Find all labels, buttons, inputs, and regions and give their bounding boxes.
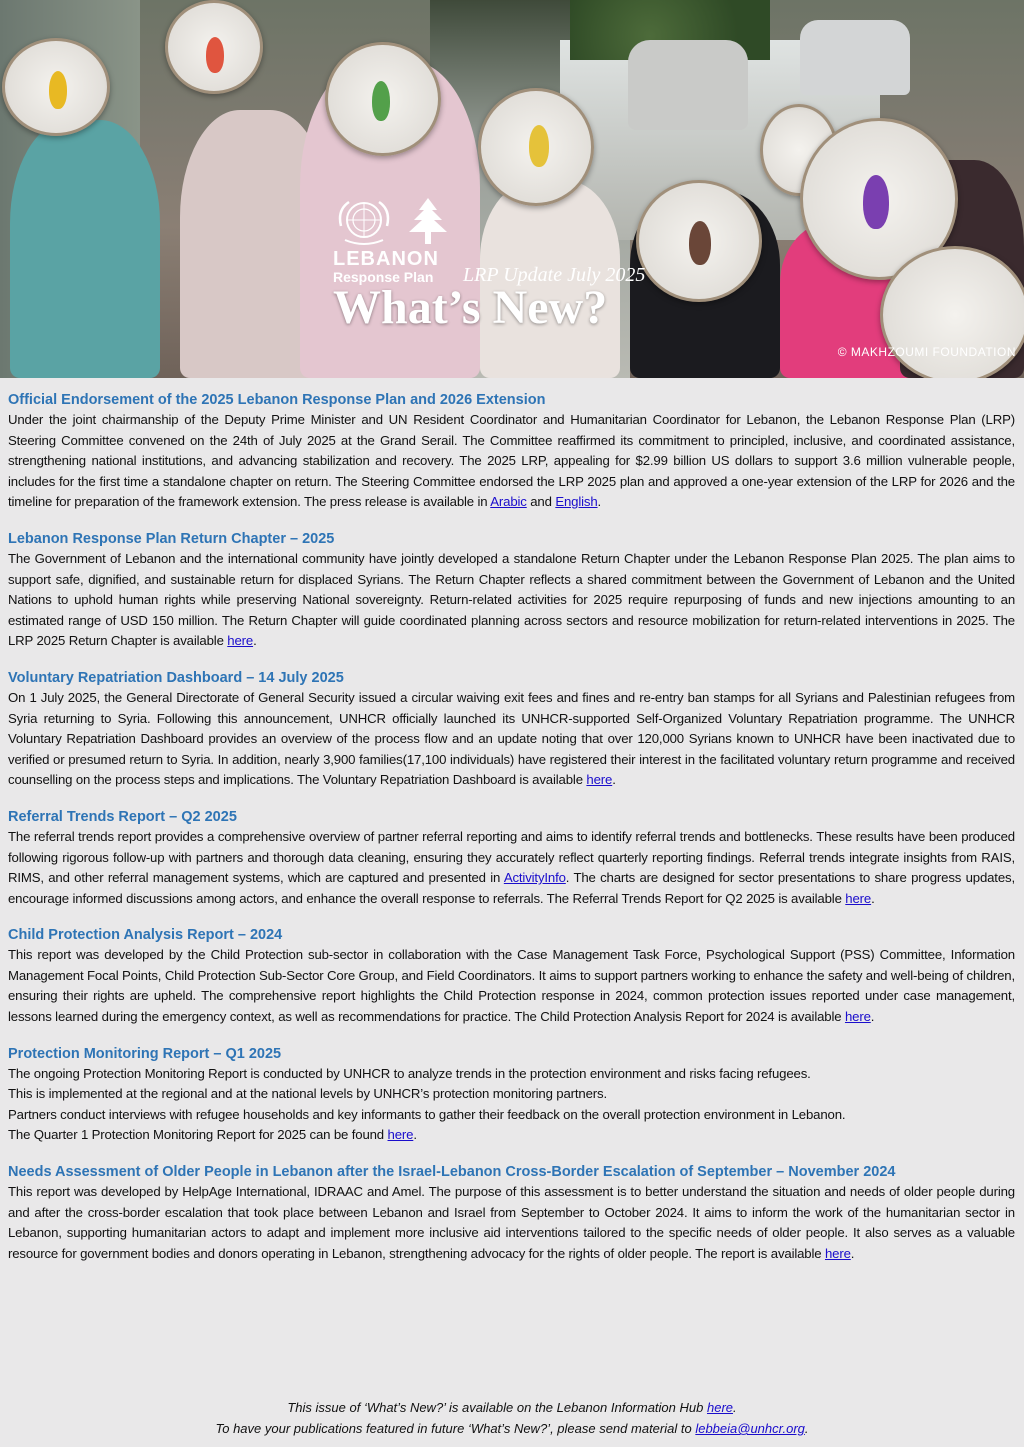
section-title: Needs Assessment of Older People in Lebanon after the Israel-Lebanon Cross-Border Escalation of September – November 2024 [8,1164,896,1181]
un-emblem-icon [333,196,395,248]
section-text: This is implemented at the regional and at the national levels by UNHCR’s protection monitoring partners. [8,1086,608,1102]
here-link[interactable]: here [227,633,254,649]
photo-car [628,40,748,130]
photo-craft-disc [478,88,594,206]
footer-line [0,1397,1024,1418]
section-text-line [8,1125,1015,1146]
section-body [8,945,1015,1027]
section-text: and [530,494,552,510]
section-body [8,688,1015,791]
section-protection-monitoring [8,1044,1015,1146]
photo-child [10,120,160,378]
bird-icon [49,71,67,109]
section-text: The Government of Lebanon and the international community have jointly developed a standalone Return Chapter under the Lebanon Response Plan 2025. The plan aims to support safe, dignified, and sustainable return for displaced Syrians. The Return Chapter reflects a shared commitment between the Government of Lebanon and the United Nations to uphold human rights while preserving National sovereignty. Return-related activities for 2025 require repurposing of funds and new injections amounting to an estimated range of USD 150 million. The Return Chapter will guide coordinated planning across sectors and resource mobilization for return-related interventions in 2025. The LRP 2025 Return Chapter is available [8,550,1015,649]
photo-craft-disc [165,0,263,94]
here-link[interactable]: here [844,1009,871,1025]
section-text: Partners conduct interviews with refugee households and key informants to gather their feedback on the overall protection environment in Lebanon. [8,1106,846,1122]
section-text: The Quarter 1 Protection Monitoring Report for 2025 can be found [8,1127,384,1143]
section-title: Lebanon Response Plan Return Chapter – 2025 [8,530,335,547]
section-body [8,1182,1015,1264]
bird-icon [372,81,390,121]
here-link[interactable]: here [387,1127,414,1143]
section-title: Child Protection Analysis Report – 2024 [8,927,283,944]
section-text: . [871,890,875,906]
section-endorsement [8,390,1015,513]
section-text: The referral trends report provides a comprehensive overview of partner referral reporting and aims to identify referral trends and bottlenecks. These results have been produced following rigorous follow-up with partners and thorough data cleaning, ensuring they accurately reflect quarterly reporting findings. Referral trends integrate insights from RAIS, RIMS, and other referral management systems, which are captured and presented in [8,828,1015,886]
section-child-protection [8,925,1015,1027]
section-text: . [253,633,257,649]
section-title: Referral Trends Report – Q2 2025 [8,808,237,825]
photo-craft-disc [325,42,441,156]
section-body [8,1064,1015,1146]
hero-photo [0,0,1024,378]
footer [0,1397,1024,1439]
org-subname: Response Plan [333,269,434,285]
section-referral-trends [8,807,1015,909]
org-name: LEBANON [333,248,439,270]
footer-text: . [733,1400,737,1415]
section-text: . [612,772,616,788]
section-older-people-assessment [8,1162,1015,1264]
email-link[interactable]: lebbeia@unhcr.org [695,1421,805,1436]
section-body [8,827,1015,909]
bird-icon [689,221,711,265]
activityinfo-link[interactable]: ActivityInfo [503,870,566,886]
section-repatriation-dashboard [8,668,1015,791]
here-link[interactable]: here [845,890,872,906]
section-text: This report was developed by HelpAge International, IDRAAC and Amel. The purpose of this assessment is to better understand the situation and needs of older people during and after the cross-border escalation that took place between Lebanon and Israel from September to October 2024. It aims to inform the work of the humanitarian sector in Lebanon, supporting humanitarian actors to adapt and implement more inclusive aid interventions tailored to the specific needs of older people. It also serves as a valuable resource for government bodies and donors operating in Lebanon, strengthening advocacy for the rights of older people. The report is available [8,1184,1015,1261]
section-body [8,410,1015,513]
section-body [8,549,1015,652]
footer-line [0,1418,1024,1439]
section-text: This report was developed by the Child Protection sub-sector in collaboration with the Case Management Task Force, Psychological Support (PSS) Committee, Information Management Focal Points, Child Protection Sub-Sector Core Group, and Field Coordinators. It aims to support partners working to enhance the safety and well-being of children, ensuring their rights are upheld. The comprehensive report highlights the Child Protection response in 2024, common protection issues reported under case management, lessons learned during the emergency context, as well as recommendations for practice. The Child Protection Analysis Report for 2024 is available [8,947,1015,1025]
arabic-link[interactable]: Arabic [490,494,527,510]
here-link[interactable]: here [586,772,613,788]
photo-car [800,20,910,95]
here-link[interactable]: here [824,1245,851,1261]
bird-icon [529,125,549,167]
section-text: The ongoing Protection Monitoring Report is conducted by UNHCR to analyze trends in the protection environment and risks facing refugees. [8,1065,811,1081]
lrp-logo [333,196,673,346]
section-return-chapter [8,529,1015,652]
section-text: . [597,494,602,510]
english-link[interactable]: English [555,494,598,510]
photo-craft-disc [2,38,110,136]
bird-icon [206,37,224,73]
section-text: On 1 July 2025, the General Directorate of General Security issued a circular waiving exit fees and fines and re-entry ban stamps for all Syrians and Palestinian refugees from Syria returning to Syria. Following this announcement, UNHCR officially launched its UNHCR-supported Self-Organized Voluntary Repatriation programme. The UNHCR Voluntary Repatriation Dashboard provides an overview of the process flow and an update noting that over 120,000 Syrians known to UNHCR have been inactivated due to verified or presumed return to Syria. In addition, nearly 3,900 families(17,100 individuals) have registered their interest in the facilitated voluntary return programme and received counselling on the process steps and implications. The Voluntary Repatriation Dashboard is available [8,689,1015,788]
photo-credit: © MAKHZOUMI FOUNDATION [837,345,1016,359]
bird-icon [863,175,889,229]
section-text: . [850,1245,855,1261]
content [8,390,1015,1280]
cedar-icon [403,196,453,248]
page-title: What’s New? [333,281,608,334]
info-hub-link[interactable]: here [706,1400,734,1415]
issue-label: LRP Update July 2025 [463,264,646,286]
section-title: Official Endorsement of the 2025 Lebanon Response Plan and 2026 Extension [8,392,546,408]
section-title: Protection Monitoring Report – Q1 2025 [8,1045,282,1062]
footer-text: To have your publications featured in future ‘What’s New?’, please send material to [215,1421,692,1436]
section-title: Voluntary Repatriation Dashboard – 14 July 2025 [8,669,344,686]
section-text: . [870,1009,875,1025]
section-text: . The charts are designed for sector presentations to share progress updates, encourage informed discussions among actors, and enhance the overall response to referrals. The Referral Trends Report for Q2 2025 is available [8,870,1015,906]
footer-text: This issue of ‘What’s New?’ is available on the Lebanon Information Hub [287,1400,704,1415]
section-text: . [413,1127,417,1143]
footer-text: . [804,1421,809,1436]
section-text: Under the joint chairmanship of the Deputy Prime Minister and UN Resident Coordinator and Humanitarian Coordinator for Lebanon, the Lebanon Response Plan (LRP) Steering Committee convened on the 24th of July 2025 at the Grand Serail. The Committee reaffirmed its commitment to principled, inclusive, and coordinated assistance, strengthening national institutions, and advancing stabilization and recovery. The 2025 LRP, appealing for $2.99 billion US dollars to support 3.6 million vulnerable people, includes for the first time a standalone chapter on return. The Steering Committee endorsed the LRP 2025 plan and approved a one-year extension of the LRP for 2026 and the timeline for preparation of the framework extension. The press release is available in [8,412,1015,510]
